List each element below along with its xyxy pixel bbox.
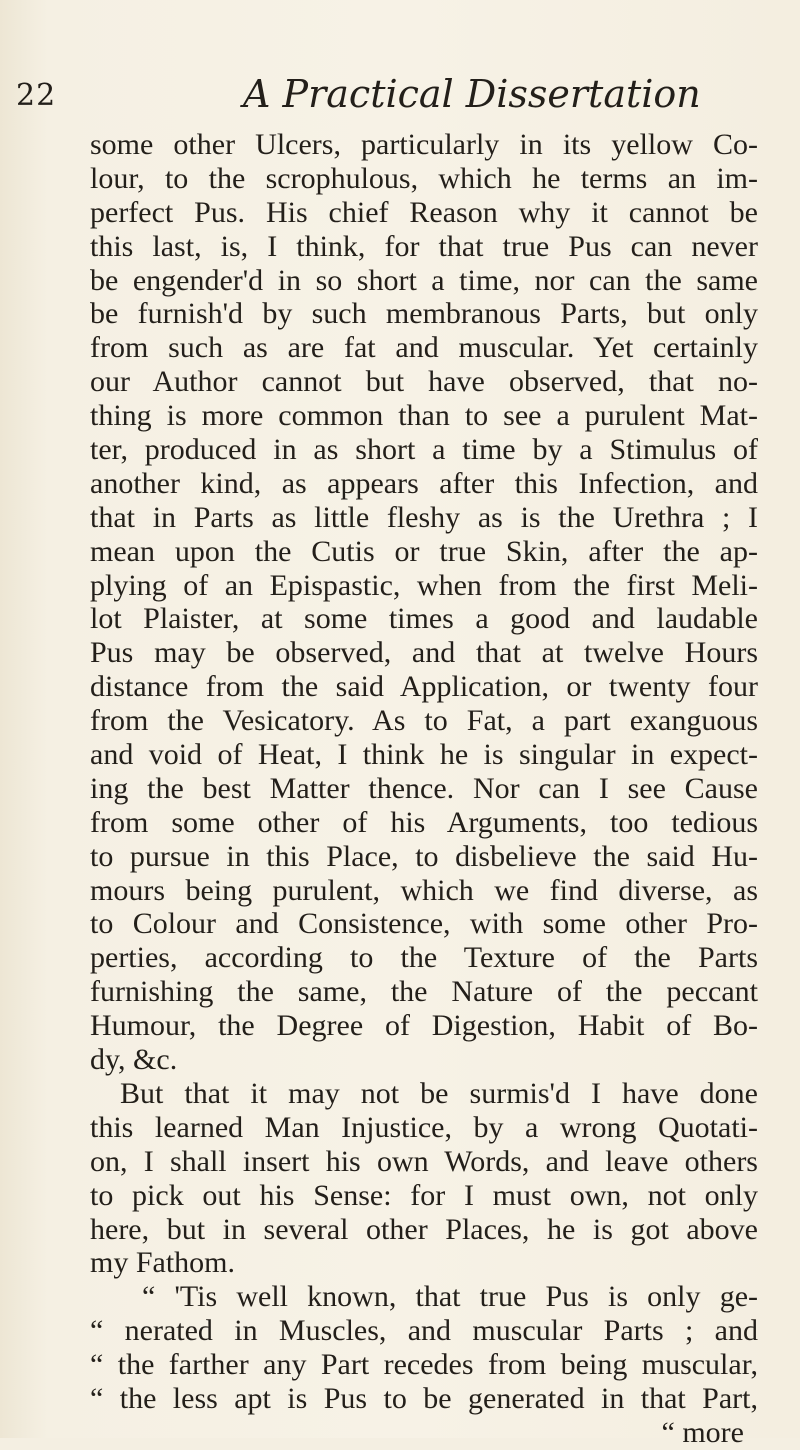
text-line: perties, according to the Texture of the Parts [90,941,758,975]
text-line: my Fathom. [90,1246,236,1280]
text-line: mours being purulent, which we find diverse, as [90,873,758,907]
text-line: our Author cannot but have observed, that no- [90,365,758,399]
quote-line: “ the farther any Part recedes from being muscular, [90,1348,758,1382]
text-line: from the Vesicatory. As to Fat, a part exanguous [90,704,758,738]
text-line: to pick out his Sense: for I must own, not only [90,1178,758,1212]
quote-line: “ 'Tis well known, that true Pus is only ge- [142,1280,758,1314]
text-line: perfect Pus. His chief Reason why it cannot be [90,195,758,229]
text-line: dy, &c. [90,1043,178,1077]
text-line: Pus may be observed, and that at twelve Hours [90,636,758,670]
catchword: “ more [661,1415,744,1449]
running-head: A Practical Dissertation [243,72,701,116]
page-header [0,68,800,118]
text-line: Humour, the Degree of Digestion, Habit of Bo- [90,1009,758,1043]
text-line: ter, produced in as short a time by a Stimulus of [90,433,758,467]
page-number: 22 [16,78,57,113]
text-line: furnishing the same, the Nature of the peccant [90,975,758,1009]
text-line: some other Ulcers, particularly in its yellow Co- [90,128,758,161]
text-line: from such as are fat and muscular. Yet certainly [90,331,758,365]
text-line: from some other of his Arguments, too tedious [90,805,758,839]
text-line: mean upon the Cutis or true Skin, after the ap- [90,534,758,568]
text-line: on, I shall insert his own Words, and leave others [90,1144,758,1178]
text-line: to pursue in this Place, to disbelieve the said Hu- [90,839,758,873]
text-line: be engender'd in so short a time, nor can the same [90,263,758,297]
text-line: that in Parts as little fleshy as is the Urethra ; I [90,500,758,534]
text-line: ing the best Matter thence. Nor can I see Cause [90,771,758,805]
text-line: plying of an Epispastic, when from the first Meli- [90,568,758,602]
body-text [90,128,758,1450]
text-line: But that it may not be surmis'd I have done [120,1076,758,1110]
text-line: thing is more common than to see a purulent Mat- [90,399,758,433]
text-line: lot Plaister, at some times a good and laudable [90,602,758,636]
text-line: lour, to the scrophulous, which he terms an im- [90,161,758,195]
text-line: to Colour and Consistence, with some other Pro- [90,907,758,941]
text-line: and void of Heat, I think he is singular in expect- [90,738,758,772]
quote-line: “ nerated in Muscles, and muscular Parts ; and [90,1314,758,1348]
quote-line: “ the less apt is Pus to be generated in that Part, [90,1381,758,1415]
text-line: this last, is, I think, for that true Pus can never [90,229,758,263]
text-line: here, but in several other Places, he is got above [90,1212,758,1246]
text-line: another kind, as appears after this Infection, and [90,466,758,500]
text-line: be furnish'd by such membranous Parts, but only [90,297,758,331]
text-line: distance from the said Application, or twenty four [90,670,758,704]
text-line: this learned Man Injustice, by a wrong Quotati- [90,1110,758,1144]
